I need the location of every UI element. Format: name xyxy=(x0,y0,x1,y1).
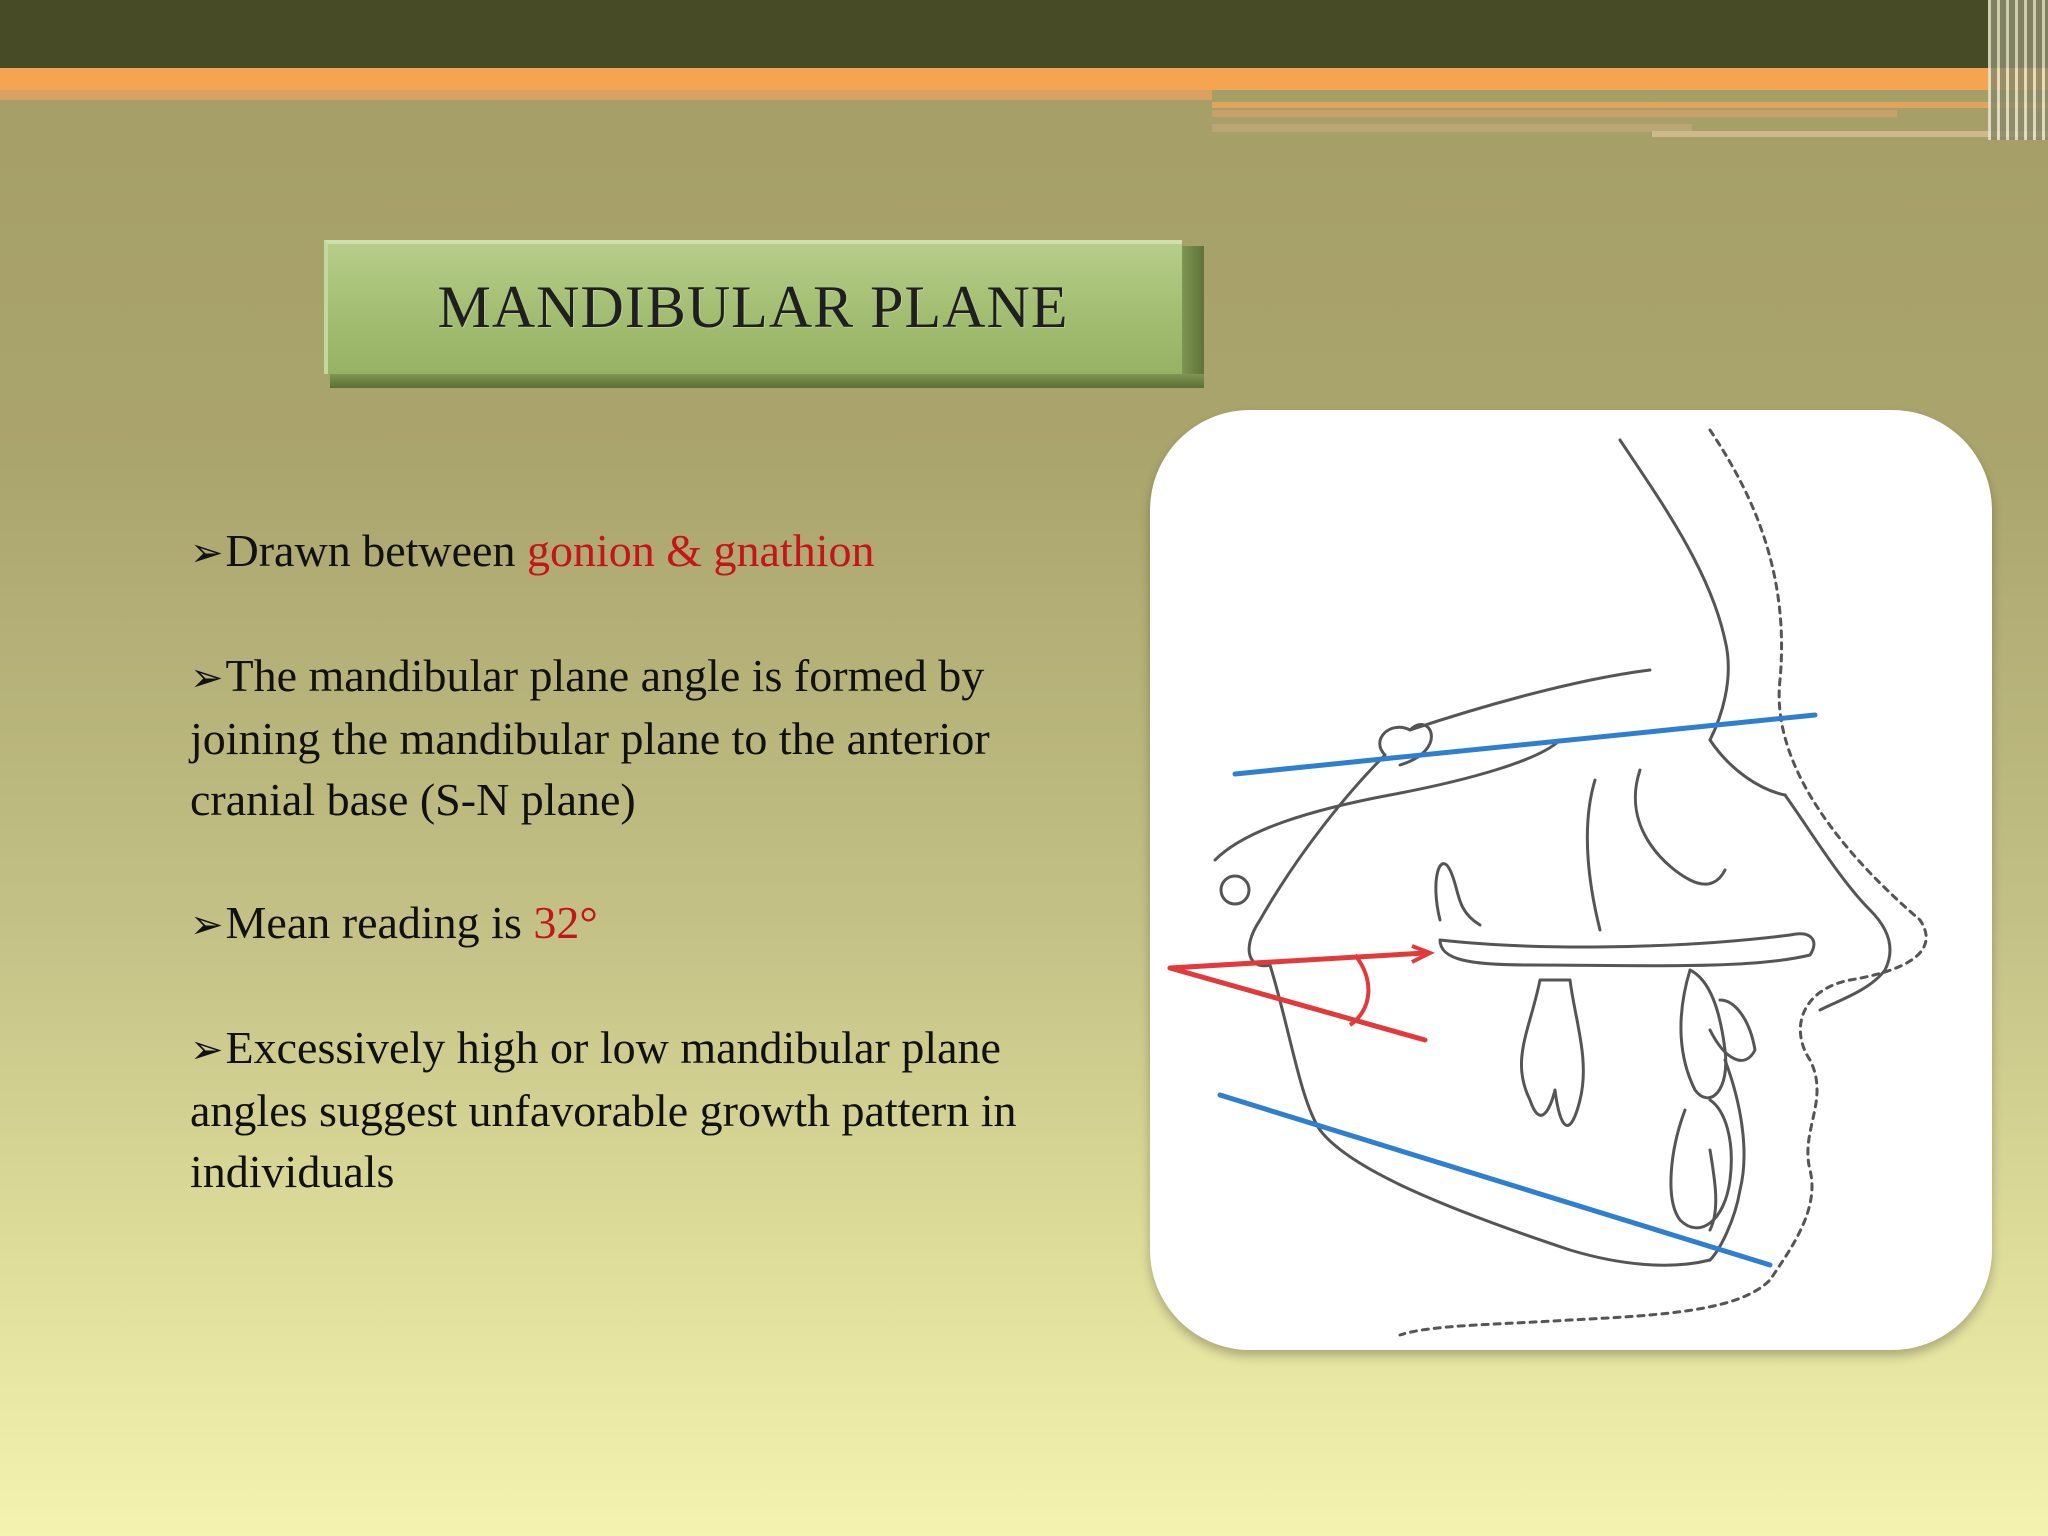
title-plate-side xyxy=(1182,246,1204,386)
bullet-text: The mandibular plane angle is formed by joining the mandibular plane to the anterior cranial base (S-N plane) xyxy=(190,650,990,825)
decorative-stripe xyxy=(1212,102,2048,108)
decorative-edge-lines xyxy=(1988,0,2048,140)
orange-band-lower xyxy=(0,90,1212,100)
mandibular-plane-line xyxy=(1220,1095,1770,1265)
bullet-text: Mean reading is xyxy=(225,897,534,948)
angle-arc xyxy=(1350,955,1368,1025)
arrow-bullet-icon: ➢ xyxy=(190,530,224,575)
arrow-bullet-icon: ➢ xyxy=(190,655,224,700)
cephalometric-tracing-icon xyxy=(1150,410,1992,1350)
bullet-item xyxy=(190,645,1110,830)
cephalometric-tracing-figure xyxy=(1150,410,1992,1350)
bullet-text: Drawn between xyxy=(225,525,527,576)
title-plate-bottom xyxy=(330,374,1204,388)
bullet-item xyxy=(190,892,1110,955)
decorative-stripe xyxy=(1212,124,1692,132)
arrow-bullet-icon: ➢ xyxy=(190,902,224,947)
bullet-item xyxy=(190,520,1110,583)
bullet-list xyxy=(190,520,1110,1264)
arrow-bullet-icon: ➢ xyxy=(190,1027,224,1072)
top-bar xyxy=(0,0,2048,68)
orange-band xyxy=(0,68,2048,90)
decorative-stripe xyxy=(1212,110,1897,117)
angle-line-upper xyxy=(1170,953,1425,968)
bullet-highlight: gonion & gnathion xyxy=(526,525,875,576)
sn-plane-line xyxy=(1235,715,1815,774)
title-plate xyxy=(324,240,1204,392)
bullet-highlight: 32° xyxy=(533,897,598,948)
bullet-item xyxy=(190,1017,1110,1202)
slide-title: MANDIBULAR PLANE xyxy=(437,273,1069,340)
bullet-text: Excessively high or low mandibular plane angles suggest unfavorable growth pattern in individuals xyxy=(190,1022,1017,1197)
angle-line-lower xyxy=(1170,968,1425,1040)
